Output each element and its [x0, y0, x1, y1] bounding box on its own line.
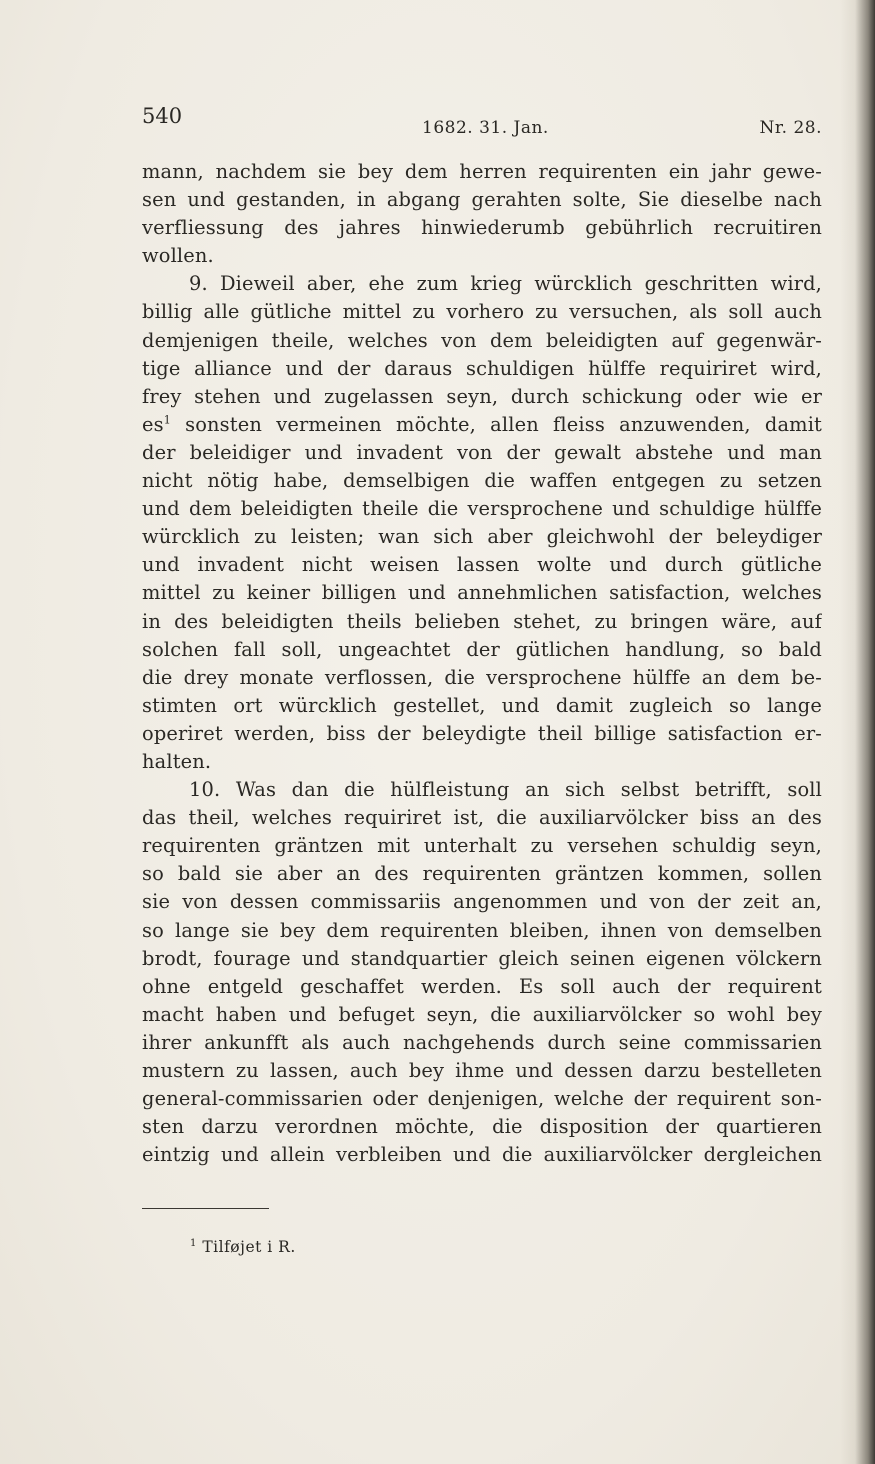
text-line: brodt, fourage und standquartier gleich seinen eigenen völckern [142, 946, 822, 970]
text-line: ihrer ankunfft als auch nachgehends durch seine commissarien [142, 1030, 822, 1054]
text-line: sie von dessen commissariis angenommen und von der zeit an, [142, 890, 822, 914]
text-line: frey stehen und zugelassen seyn, durch schickung oder wie er [142, 384, 822, 408]
body-text [142, 158, 822, 1169]
document-number: Nr. 28. [759, 118, 822, 138]
text-line: operiret werden, biss der beleydigte theil billige satisfaction er- [142, 721, 822, 745]
text-line: verfliessung des jahres hinwiederumb gebührlich recruitiren [142, 216, 822, 240]
text-line: demjenigen theile, welches von dem beleidigten auf gegenwär- [142, 328, 822, 352]
text-line: das theil, welches requiriret ist, die auxiliarvölcker biss an des [142, 806, 822, 830]
text-line: macht haben und befuget seyn, die auxiliarvölcker so wohl bey [142, 1002, 822, 1026]
text-line: billig alle gütliche mittel zu vorhero zu versuchen, als soll auch [142, 300, 822, 324]
text-line: general-commissarien oder denjenigen, welche der requirent son- [142, 1087, 822, 1111]
text-line: und dem beleidigten theile die versprochene und schuldige hülffe [142, 497, 822, 521]
text-line: sten darzu verordnen möchte, die disposition der quartieren [142, 1115, 822, 1139]
text-line-with-footnote [142, 411, 822, 439]
footnote [190, 1238, 296, 1256]
text-segment: es [142, 412, 164, 436]
page-number: 540 [142, 104, 183, 128]
text-line: 9. Dieweil aber, ehe zum krieg würcklich geschritten wird, [189, 272, 822, 296]
text-line: ohne entgeld geschaffet werden. Es soll auch der requirent [142, 974, 822, 998]
text-line: so bald sie aber an des requirenten gräntzen kommen, sollen [142, 862, 822, 886]
text-line: stimten ort würcklich gestellet, und damit zugleich so lange [142, 693, 822, 717]
text-line: der beleidiger und invadent von der gewalt abstehe und man [142, 440, 822, 464]
footnote-text: Tilføjet i R. [202, 1238, 296, 1256]
text-line: sen und gestanden, in abgang gerahten solte, Sie dieselbe nach [142, 188, 822, 212]
text-line: so lange sie bey dem requirenten bleiben, ihnen von demselben [142, 918, 822, 942]
text-line: tige alliance und der daraus schuldigen hülffe requiriret wird, [142, 356, 822, 380]
footnote-divider [142, 1208, 269, 1209]
text-line: eintzig und allein verbleiben und die auxiliarvölcker dergleichen [142, 1143, 822, 1167]
text-line: halten. [142, 749, 212, 773]
text-line: und invadent nicht weisen lassen wolte und durch gütliche [142, 553, 822, 577]
text-line: nicht nötig habe, demselbigen die waffen entgegen zu setzen [142, 469, 822, 493]
text-segment: sonsten vermeinen möchte, allen fleiss anzuwenden, damit [170, 412, 822, 436]
text-line: requirenten gräntzen mit unterhalt zu versehen schuldig seyn, [142, 834, 822, 858]
text-line: solchen fall soll, ungeachtet der gütlichen handlung, so bald [142, 637, 822, 661]
text-line: mann, nachdem sie bey dem herren requirenten ein jahr gewe- [142, 160, 822, 183]
text-line: mittel zu keiner billigen und annehmlichen satisfaction, welches [142, 581, 822, 605]
header-date: 1682. 31. Jan. [422, 118, 549, 138]
text-line: 10. Was dan die hülfleistung an sich selbst betrifft, soll [189, 778, 822, 802]
text-line: mustern zu lassen, auch bey ihme und dessen darzu bestelleten [142, 1059, 822, 1082]
footnote-marker: 1 [163, 413, 171, 427]
text-line: in des beleidigten theils belieben stehet, zu bringen wäre, auf [142, 609, 822, 633]
footnote-number: 1 [190, 1237, 197, 1249]
text-line: wollen. [142, 244, 214, 268]
text-line: würcklich zu leisten; wan sich aber gleichwohl der beleydiger [142, 525, 822, 549]
text-line: die drey monate verflossen, die versprochene hülffe an dem be- [142, 665, 822, 689]
page-header [142, 104, 822, 138]
